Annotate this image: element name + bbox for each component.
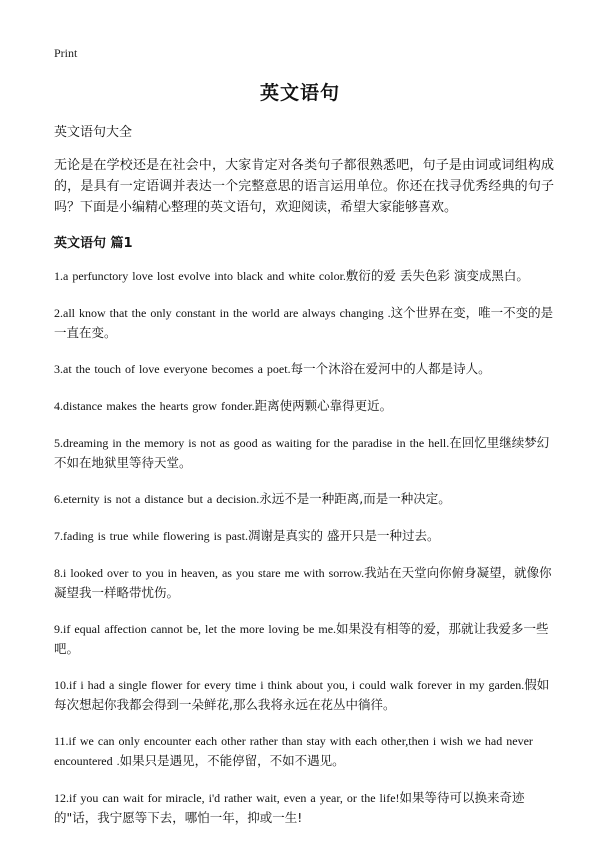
section-heading: 英文语句 篇1: [54, 236, 133, 251]
sentence-chinese: 我站在天堂向你俯身凝望，就像你凝望我一样略带忧伤。: [54, 565, 552, 600]
sentence-english: 11.if we can only encounter each other rather than stay with each other,then i wish we had never encountered .: [54, 734, 533, 768]
sentence-item: [54, 731, 554, 771]
sentence-english: 5.dreaming in the memory is not as good as waiting for the paradise in the hell.: [54, 436, 450, 450]
sentence-english: 12.if you can wait for miracle, i'd rather wait, even a year, or the life!: [54, 791, 400, 805]
sentence-chinese: 距离使两颗心靠得更近。: [254, 398, 393, 413]
sentence-item: [54, 433, 554, 472]
sentence-item: [54, 359, 554, 379]
intro-paragraph: 无论是在学校还是在社会中，大家肯定对各类句子都很熟悉吧，句子是由词或词组构成的，是具有一定语调并表达一个完整意思的语言运用单位。你还在找寻优秀经典的句子吗？下面是小编精心整理的英文语句，欢迎阅读，希望大家能够喜欢。: [54, 158, 554, 215]
sentence-chinese: 这个世界在变，唯一不变的是一直在变。: [54, 305, 554, 340]
sentence-english: 1.a perfunctory love lost evolve into black and white color.: [54, 269, 346, 283]
sentence-item: [54, 563, 554, 602]
sentence-item: [54, 788, 554, 827]
sentence-chinese: 凋谢是真实的 盛开只是一种过去。: [247, 528, 440, 543]
sentence-chinese: 在回忆里继续梦幻不如在地狱里等待天堂。: [54, 435, 550, 470]
sentence-item: [54, 489, 554, 509]
print-label: Print: [54, 46, 78, 60]
sentence-item: [54, 266, 554, 286]
sentence-chinese: 如果只是遇见，不能停留，不如不遇见。: [119, 753, 345, 768]
sentence-english: 2.all know that the only constant in the world are always changing .: [54, 306, 391, 320]
sentence-chinese: 如果等待可以换来奇迹的"话，我宁愿等下去，哪怕一年，抑或一生!: [54, 790, 525, 825]
sentence-item: [54, 526, 554, 546]
sentence-item: [54, 675, 554, 714]
sentence-english: 9.if equal affection cannot be, let the more loving be me.: [54, 622, 337, 636]
sentence-chinese: 每一个沐浴在爱河中的人都是诗人。: [290, 361, 491, 376]
sentence-english: 6.eternity is not a distance but a decision.: [54, 492, 260, 506]
sentence-english: 7.fading is true while flowering is past.: [54, 529, 248, 543]
sentence-english: 10.if i had a single flower for every time i think about you, i could walk forever in my garden.: [54, 678, 525, 692]
sentence-english: 8.i looked over to you in heaven, as you stare me with sorrow.: [54, 566, 365, 580]
document-subtitle: 英文语句大全: [54, 125, 133, 140]
sentence-chinese: 假如每次想起你我都会得到一朵鲜花,那么我将永远在花丛中徜徉。: [54, 677, 550, 712]
sentence-item: [54, 619, 554, 658]
sentence-item: [54, 303, 554, 342]
sentence-chinese: 敷衍的爱 丢失色彩 演变成黑白。: [345, 268, 529, 283]
document-content: [54, 121, 554, 844]
sentence-chinese: 永远不是一种距离,而是一种决定。: [259, 491, 451, 506]
sentence-english: 4.distance makes the hearts grow fonder.: [54, 399, 255, 413]
page-title: 英文语句: [259, 82, 340, 104]
sentence-item: [54, 396, 554, 416]
sentence-chinese: 如果没有相等的爱，那就让我爱多一些吧。: [54, 621, 549, 656]
sentence-english: 3.at the touch of love everyone becomes a poet.: [54, 362, 291, 376]
